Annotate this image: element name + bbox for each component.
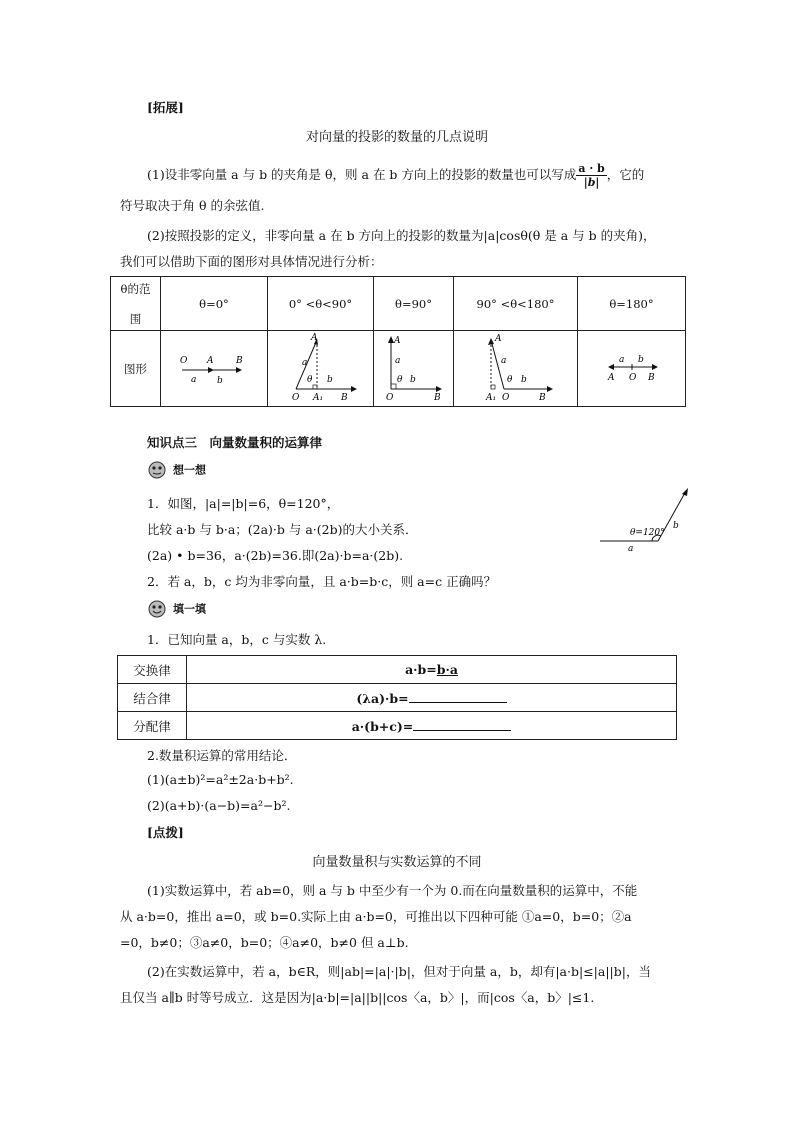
label-A: A bbox=[310, 333, 317, 343]
label-B: B bbox=[433, 393, 441, 403]
svg-text:a bbox=[628, 544, 633, 554]
question-1-answer: (2a) • b=36，a·(2b)=36.即(2a)·b=a·(2b). bbox=[147, 548, 404, 563]
svg-text:b bbox=[410, 375, 416, 385]
law-lhs: a·(b+c)= bbox=[351, 718, 414, 734]
svg-text:B bbox=[235, 356, 243, 366]
label-B: B bbox=[236, 356, 243, 366]
vector-b-label: b bbox=[673, 521, 679, 531]
law-formula bbox=[187, 712, 677, 740]
laws-table bbox=[117, 655, 677, 740]
svg-text:θ=120° bbox=[630, 528, 665, 538]
figure-cell-obtuse bbox=[454, 331, 578, 407]
law-formula bbox=[187, 656, 677, 684]
face-icon bbox=[147, 461, 169, 479]
svg-text:b bbox=[327, 375, 333, 385]
svg-text:a bbox=[501, 356, 506, 366]
svg-text:a bbox=[191, 375, 196, 385]
conclusion-2: (2)(a+b)·(a−b)=a²−b². bbox=[147, 798, 291, 813]
frac-denominator: |b| bbox=[583, 176, 600, 189]
tip-p1-line3: =0，b≠0；③a≠0，b=0；④a≠0，b≠0 但 a⊥b. bbox=[120, 935, 409, 950]
svg-text:θ bbox=[307, 375, 313, 385]
frac-numerator: a · b bbox=[578, 162, 605, 175]
svg-text:O bbox=[292, 393, 300, 403]
range-cell: θ=0° bbox=[161, 277, 268, 331]
label-a: a bbox=[500, 356, 506, 366]
svg-text:O bbox=[502, 393, 510, 403]
range-cell: θ=90° bbox=[374, 277, 454, 331]
diagram-obtuse bbox=[461, 331, 571, 403]
question-1-line1: 1．如图，|a|=|b|=6，θ=120°， bbox=[147, 496, 340, 511]
svg-text:θ bbox=[507, 375, 513, 385]
svg-text:a bbox=[395, 356, 400, 366]
label-B: B bbox=[647, 373, 655, 383]
question-2: 2．若 a，b，c 均为非零向量，且 a·b=b·c，则 a=c 正确吗？ bbox=[147, 574, 497, 589]
svg-text:b bbox=[638, 355, 644, 365]
svg-text:B bbox=[647, 373, 655, 383]
law-row bbox=[118, 656, 677, 684]
label-a: a bbox=[301, 358, 307, 368]
label-b: b bbox=[326, 375, 333, 385]
tip-p1-line1: (1)实数运算中，若 ab=0，则 a 与 b 中至少有一个为 0.而在向量数量积的运算中，不能 bbox=[147, 883, 638, 898]
paragraph-1 bbox=[147, 162, 644, 189]
svg-text:O bbox=[386, 393, 394, 403]
range-label-b: 围 bbox=[129, 311, 142, 326]
diagram-0deg bbox=[164, 332, 264, 402]
label-a: a bbox=[394, 356, 400, 366]
label-B: B bbox=[538, 393, 546, 403]
label-O: O bbox=[291, 393, 299, 403]
svg-text:a bbox=[619, 355, 624, 365]
tip-p2-line1: (2)在实数运算中，若 a，b∈R，则|ab|=|a|·|b|，但对于向量 a，b，却有|a·b|≤|a||b|，当 bbox=[147, 964, 651, 979]
label-A1: A₁ bbox=[485, 393, 496, 403]
range-label-a: θ的范 bbox=[120, 281, 151, 296]
knowledge-point-title: 知识点三 向量数量积的运算律 bbox=[147, 435, 323, 450]
svg-text:A bbox=[494, 334, 502, 344]
svg-text:A bbox=[393, 336, 401, 346]
fill-label: 填一填 bbox=[172, 602, 206, 616]
label-O: O bbox=[628, 373, 636, 383]
law-name: 分配律 bbox=[118, 712, 187, 740]
svg-text:B bbox=[433, 393, 441, 403]
label-A: A bbox=[207, 356, 214, 366]
tip-p1-line2: 从 a·b=0，推出 a=0，或 b=0.实际上由 a·b=0，可推出以下四种可能 ①a=0，b=0；②a bbox=[120, 909, 632, 924]
law-row bbox=[118, 712, 677, 740]
law-name: 交换律 bbox=[118, 656, 187, 684]
vector-a-label: a bbox=[628, 544, 634, 554]
law-row bbox=[118, 684, 677, 712]
range-label bbox=[111, 277, 161, 331]
svg-text:A bbox=[607, 373, 615, 383]
fill-intro: 1．已知向量 a，b，c 与实数 λ. bbox=[147, 632, 327, 647]
angle-diagram bbox=[598, 484, 698, 556]
svg-text:b bbox=[673, 521, 679, 531]
svg-text:A₁ bbox=[312, 393, 323, 403]
think-label: 想一想 bbox=[172, 463, 206, 477]
pencil-face-icon bbox=[147, 600, 169, 618]
label-A: A bbox=[494, 334, 501, 344]
label-O: O bbox=[501, 393, 509, 403]
range-cell: 0° <θ<90° bbox=[268, 277, 374, 331]
label-b: b bbox=[637, 355, 644, 365]
label-b: b bbox=[520, 375, 527, 385]
law-lhs: (λa)·b= bbox=[356, 690, 409, 706]
figure-cell-acute bbox=[268, 331, 374, 407]
think-badge bbox=[147, 461, 206, 479]
law-name: 结合律 bbox=[118, 684, 187, 712]
paragraph-2: (2)按照投影的定义，非零向量 a 在 b 方向上的投影的数量为|a|cosθ(θ 是 a 与 b 的夹角)， bbox=[147, 228, 656, 243]
diagram-right bbox=[376, 331, 452, 403]
svg-text:b bbox=[217, 376, 223, 386]
label-A: A bbox=[393, 336, 400, 346]
svg-text:B bbox=[340, 393, 348, 403]
paragraph-1-line2: 符号取决于角 θ 的余弦值. bbox=[120, 198, 265, 213]
section-title: 对向量的投影的数量的几点说明 bbox=[305, 130, 488, 145]
svg-text:b bbox=[521, 375, 527, 385]
theta-label: θ=120° bbox=[630, 528, 665, 538]
label-A: A bbox=[607, 373, 614, 383]
tip-p2-line2: 且仅当 a∥b 时等号成立．这是因为|a·b|=|a||b||cos〈a，b〉|，而|cos〈a，b〉|≤1. bbox=[120, 990, 595, 1005]
svg-text:θ bbox=[397, 375, 403, 385]
law-answer: b·a bbox=[436, 662, 458, 677]
diagram-acute bbox=[271, 331, 371, 403]
answer-blank[interactable] bbox=[413, 718, 511, 731]
law-lhs: a·b= bbox=[405, 662, 437, 677]
figure-cell-0deg bbox=[161, 331, 268, 407]
figure-label: 图形 bbox=[111, 331, 161, 407]
range-row bbox=[111, 277, 686, 331]
fill-badge bbox=[147, 600, 206, 618]
p1-text: (1)设非零向量 a 与 b 的夹角是 θ，则 a 在 b 方向上的投影的数量也可以写成 bbox=[147, 167, 577, 182]
expand-tag: [拓展] bbox=[147, 100, 184, 115]
label-O: O bbox=[385, 393, 393, 403]
fraction bbox=[576, 162, 606, 189]
svg-text:A bbox=[206, 356, 214, 366]
label-a: a bbox=[618, 355, 624, 365]
answer-blank[interactable] bbox=[409, 690, 507, 703]
figure-row bbox=[111, 331, 686, 407]
range-cell: θ=180° bbox=[578, 277, 686, 331]
svg-text:A bbox=[310, 333, 318, 343]
label-theta: θ bbox=[306, 375, 312, 385]
label-A1: A₁ bbox=[312, 393, 323, 403]
label-b: b bbox=[409, 375, 416, 385]
paragraph-2-line2: 我们可以借助下面的图形对具体情况进行分析： bbox=[120, 254, 383, 269]
projection-table bbox=[110, 276, 686, 407]
svg-text:O bbox=[629, 373, 637, 383]
svg-text:a bbox=[302, 358, 307, 368]
law-formula bbox=[187, 684, 677, 712]
label-theta: θ bbox=[396, 375, 402, 385]
figure-cell-right bbox=[374, 331, 454, 407]
diagram-180deg bbox=[582, 332, 682, 402]
svg-text:O bbox=[180, 356, 188, 366]
label-B: B bbox=[340, 393, 348, 403]
range-cell: 90° <θ<180° bbox=[454, 277, 578, 331]
label-b: b bbox=[217, 376, 223, 386]
label-O: O bbox=[180, 356, 188, 366]
svg-text:B bbox=[538, 393, 546, 403]
figure-cell-180deg bbox=[578, 331, 686, 407]
p1-post: ，它的 bbox=[606, 167, 645, 182]
svg-text:A₁ bbox=[485, 393, 496, 403]
question-1-line2: 比较 a·b 与 b·a；(2a)·b 与 a·(2b)的大小关系． bbox=[147, 522, 418, 537]
conclusion-1: (1)(a±b)²=a²±2a·b+b². bbox=[147, 772, 294, 787]
label-a: a bbox=[191, 375, 197, 385]
tip-tag: [点拨] bbox=[147, 825, 184, 840]
label-theta: θ bbox=[506, 375, 512, 385]
tip-title: 向量数量积与实数运算的不同 bbox=[312, 855, 482, 870]
conclusions-title: 2.数量积运算的常用结论． bbox=[147, 748, 297, 763]
